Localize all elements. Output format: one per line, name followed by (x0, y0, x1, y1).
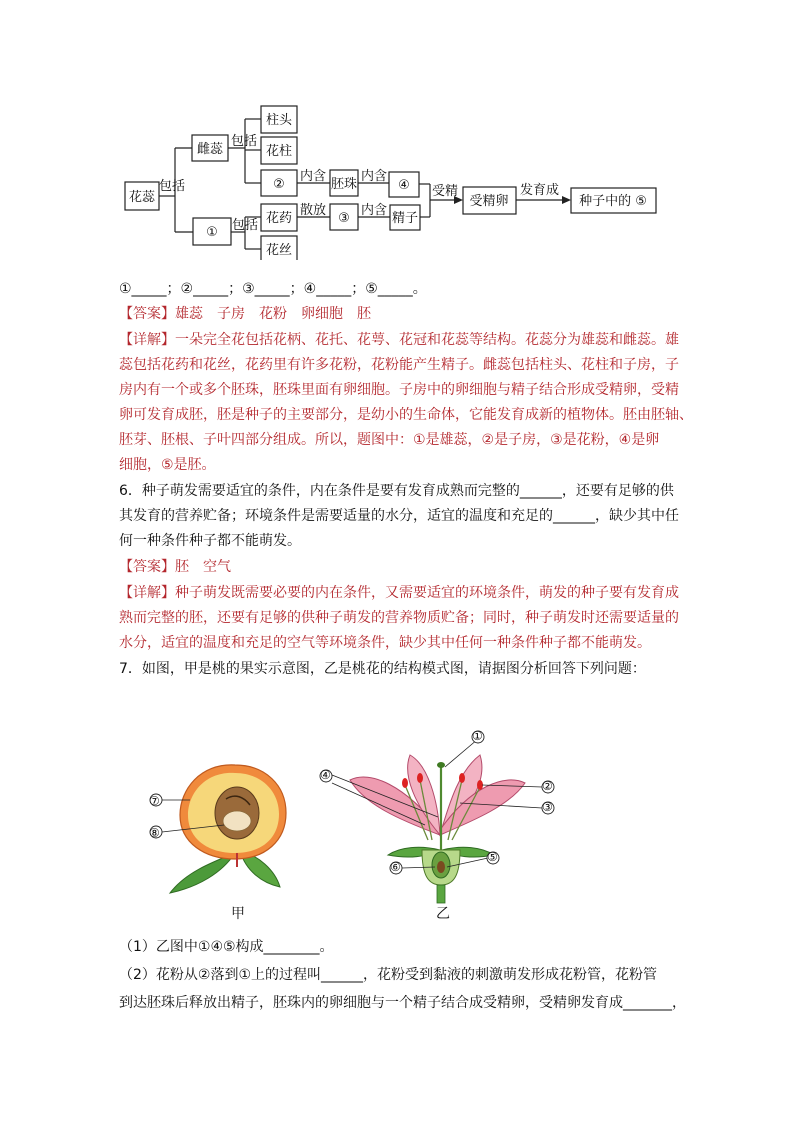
q6-detail-line-0: 【详解】种子萌发既需要必要的内在条件，又需要适宜的环境条件，萌发的种子要有发育成 (119, 585, 679, 601)
label-5: ⑤ (487, 850, 498, 864)
label-1: ① (472, 729, 483, 743)
detail-tag: 【详解】 (119, 332, 175, 348)
edge-label-shoujing: 受精 (432, 184, 459, 199)
q6-line-0: 6．种子萌发需要适宜的条件，内在条件是要有发育成熟而完整的______，还要有足够的供 (119, 483, 674, 499)
label-3: ③ (542, 800, 553, 814)
stigma (437, 762, 445, 768)
anther (459, 773, 465, 783)
node-huazhu: 花柱 (265, 144, 293, 159)
q7-sub2-line-0: （2）花粉从②落到①上的过程叫______，花粉受到黏液的刺激萌发形成花粉管，花粉管 (119, 967, 658, 983)
answer-tag: 【答案】 (119, 306, 175, 322)
q5-answer-text: 雄蕊 子房 花粉 卵细胞 胚 (175, 306, 371, 322)
node-cirui: 雌蕊 (196, 142, 224, 157)
figure-jia-peach (140, 755, 300, 905)
edge-label-fayucheng: 发育成 (520, 183, 560, 198)
edge-label-neihan-1: 内含 (300, 169, 327, 184)
node-c2: ② (273, 177, 285, 192)
q6-answer (119, 557, 679, 577)
q5-detail-line-2: 房内有一个或多个胚珠，胚珠里面有卵细胞。子房中的卵细胞与精子结合形成受精卵，受精 (119, 382, 679, 398)
q5-detail-line-3: 卵可发育成胚，胚是种子的主要部分，是幼小的生命体，它能发育成新的植物体。胚由胚轴、 (119, 407, 693, 423)
q6-line-1: 其发育的营养贮备；环境条件是需要适量的水分，适宜的温度和充足的______，缺少其中任 (119, 508, 679, 524)
q5-detail-line-4: 胚芽、胚根、子叶四部分组成。所以，题图中：①是雄蕊，②是子房，③是花粉，④是卵 (119, 432, 660, 448)
node-huayao: 花药 (265, 211, 293, 226)
anther (402, 778, 408, 788)
node-huasi: 花丝 (265, 243, 293, 258)
edge-label-neihan-2: 内含 (361, 169, 388, 184)
q6-answer-text: 胚 空气 (175, 559, 231, 575)
label-8: ⑧ (149, 826, 160, 840)
node-peizhu: 胚珠 (330, 177, 358, 192)
node-c3: ③ (338, 211, 350, 226)
edge-label-sanfang: 散放 (300, 203, 327, 218)
label-6: ⑥ (390, 860, 401, 874)
ovule (437, 861, 445, 873)
node-zhutou: 柱头 (265, 113, 293, 128)
q5-detail-line-1: 蕊包括花药和花丝，花药里有许多花粉，花粉能产生精子。雌蕊包括柱头、花柱和子房，子 (119, 357, 679, 373)
q5-blanks: ①_____；②_____；③_____；④_____；⑤_____。 (119, 281, 427, 297)
answer-tag: 【答案】 (119, 559, 175, 575)
q7-sub1: （1）乙图中①④⑤构成________。 (119, 939, 334, 955)
flower-concept-diagram (0, 0, 794, 260)
q5-detail-line-0: 【详解】一朵完全花包括花柄、花托、花萼、花冠和花蕊等结构。花蕊分为雄蕊和雌蕊。雄 (119, 332, 679, 348)
detail-tag: 【详解】 (119, 585, 175, 601)
anther (417, 773, 423, 783)
node-jingzi: 精子 (391, 211, 419, 226)
pedicel (437, 885, 445, 903)
label-2: ② (542, 779, 553, 793)
label-7: ⑦ (149, 794, 160, 808)
node-c4: ④ (398, 178, 410, 193)
node-c1: ① (206, 225, 218, 240)
figure-yi-caption: 乙 (436, 906, 450, 922)
q7-sub2-line-1: 到达胚珠后释放出精子，胚珠内的卵细胞与一个精子结合成受精卵，受精卵发育成_______， (119, 995, 686, 1011)
peach-seed (223, 811, 251, 831)
q5-detail-line-5: 细胞，⑤是胚。 (119, 457, 216, 473)
edge-label-baokuo-main: 包括 (159, 179, 186, 194)
figure-yi-flower (310, 725, 570, 905)
q7-stem: 7．如图，甲是桃的果实示意图，乙是桃花的结构模式图，请据图分析回答下列问题： (119, 661, 646, 677)
q6-detail-line-2: 水分，适宜的温度和充足的空气等环境条件，缺少其中任何一种条件种子都不能萌发。 (119, 635, 651, 651)
node-huarui: 花蕊 (128, 190, 156, 205)
edge-label-neihan-3: 内含 (361, 203, 388, 218)
edge-label-baokuo-top: 包括 (231, 134, 258, 149)
edge-label-baokuo-bottom: 包括 (232, 218, 259, 233)
q6-line-2: 何一种条件种子都不能萌发。 (119, 533, 301, 549)
q6-detail-line-1: 熟而完整的胚，还要有足够的供种子萌发的营养物质贮备；同时，种子萌发时还需要适量的 (119, 610, 679, 626)
node-seed: 种子中的 ⑤ (579, 194, 647, 209)
figure-jia-caption: 甲 (231, 906, 245, 922)
label-4: ④ (320, 768, 331, 782)
arrow-fayucheng (562, 196, 571, 204)
q5-answer (119, 304, 679, 324)
node-shoujingluan: 受精卵 (469, 194, 509, 209)
